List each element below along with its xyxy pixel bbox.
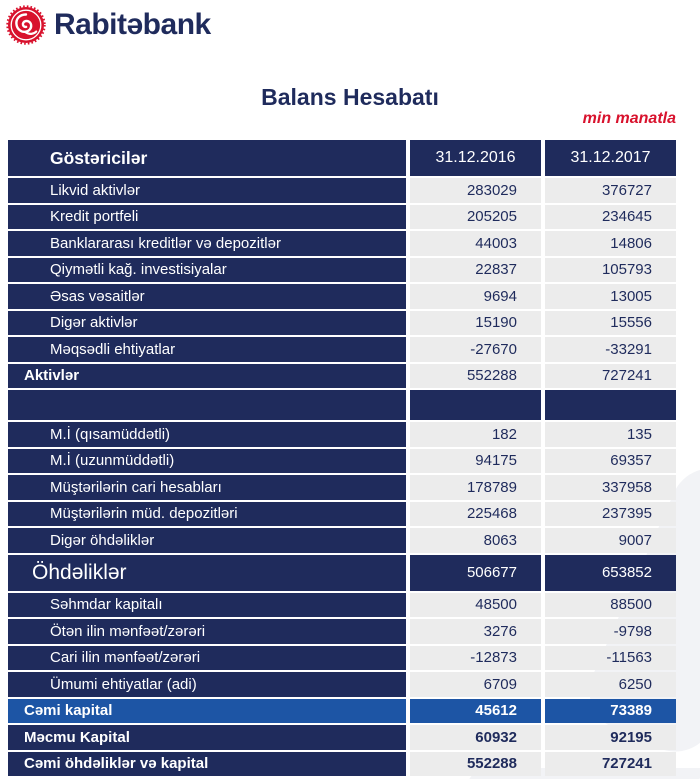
column-header-2017: 31.12.2017 — [545, 140, 676, 176]
row-label: Ümumi ehtiyatlar (adi) — [8, 672, 406, 697]
table-row — [8, 364, 676, 389]
row-label: Likvid aktivlər — [8, 178, 406, 203]
table-row — [8, 528, 676, 553]
value-2017: 88500 — [545, 593, 676, 618]
table-row — [8, 231, 676, 256]
value-2016: 8063 — [410, 528, 541, 553]
table-row — [8, 475, 676, 500]
row-label: Məqsədli ehtiyatlar — [8, 337, 406, 362]
table-row — [8, 284, 676, 309]
table-row — [8, 258, 676, 283]
table-row — [8, 337, 676, 362]
row-label: Cəmi öhdəliklər və kapital — [8, 752, 406, 777]
value-2017: 13005 — [545, 284, 676, 309]
table-row — [8, 752, 676, 777]
value-2016 — [410, 390, 541, 420]
value-2017: -9798 — [545, 619, 676, 644]
value-2016: 45612 — [410, 699, 541, 724]
table-row — [8, 672, 676, 697]
balance-table — [8, 140, 676, 778]
value-2017: 337958 — [545, 475, 676, 500]
row-label: Öhdəliklər — [8, 555, 406, 591]
value-2016: 182 — [410, 422, 541, 447]
value-2016: 44003 — [410, 231, 541, 256]
row-label: Müştərilərin cari hesabları — [8, 475, 406, 500]
value-2017: 135 — [545, 422, 676, 447]
value-2016: 15190 — [410, 311, 541, 336]
table-row — [8, 646, 676, 671]
value-2016: -27670 — [410, 337, 541, 362]
unit-note: min manatla — [582, 110, 676, 127]
table-body — [8, 178, 676, 776]
value-2016: -12873 — [410, 646, 541, 671]
value-2017: 6250 — [545, 672, 676, 697]
column-header-2016: 31.12.2016 — [410, 140, 541, 176]
table-row — [8, 205, 676, 230]
row-label: Aktivlər — [8, 364, 406, 389]
table-row — [8, 593, 676, 618]
row-label — [8, 390, 406, 420]
table-row — [8, 555, 676, 591]
value-2016: 3276 — [410, 619, 541, 644]
row-label: M.İ (uzunmüddətli) — [8, 449, 406, 474]
value-2016: 283029 — [410, 178, 541, 203]
table-row — [8, 390, 676, 420]
row-label: M.İ (qısamüddətli) — [8, 422, 406, 447]
value-2016: 48500 — [410, 593, 541, 618]
column-header-indicators: Göstəricilər — [8, 140, 406, 176]
row-label: Cari ilin mənfəət/zərəri — [8, 646, 406, 671]
table-row — [8, 311, 676, 336]
row-label: Digər öhdəliklər — [8, 528, 406, 553]
value-2017: -33291 — [545, 337, 676, 362]
row-label: Məcmu Kapital — [8, 725, 406, 750]
value-2017: 653852 — [545, 555, 676, 591]
value-2017: 727241 — [545, 752, 676, 777]
row-label: Digər aktivlər — [8, 311, 406, 336]
value-2017: 14806 — [545, 231, 676, 256]
row-label: Səhmdar kapitalı — [8, 593, 406, 618]
table-row — [8, 449, 676, 474]
value-2017: 69357 — [545, 449, 676, 474]
row-label: Kredit portfeli — [8, 205, 406, 230]
value-2017: 92195 — [545, 725, 676, 750]
table-header-row — [8, 140, 676, 176]
value-2016: 178789 — [410, 475, 541, 500]
row-label: Əsas vəsaitlər — [8, 284, 406, 309]
value-2016: 9694 — [410, 284, 541, 309]
value-2017: -11563 — [545, 646, 676, 671]
row-label: Qiymətli kağ. investisiyalar — [8, 258, 406, 283]
value-2017: 234645 — [545, 205, 676, 230]
page-title: Balans Hesabatı — [261, 84, 439, 110]
table-row — [8, 725, 676, 750]
table-row — [8, 178, 676, 203]
table-row — [8, 502, 676, 527]
value-2017: 376727 — [545, 178, 676, 203]
value-2016: 60932 — [410, 725, 541, 750]
row-label: Cəmi kapital — [8, 699, 406, 724]
value-2016: 6709 — [410, 672, 541, 697]
row-label: Banklararası kreditlər və depozitlər — [8, 231, 406, 256]
value-2016: 205205 — [410, 205, 541, 230]
value-2017: 73389 — [545, 699, 676, 724]
brand-header — [6, 5, 211, 45]
value-2017: 727241 — [545, 364, 676, 389]
value-2016: 552288 — [410, 364, 541, 389]
value-2017 — [545, 390, 676, 420]
value-2016: 94175 — [410, 449, 541, 474]
table-row — [8, 422, 676, 447]
value-2016: 225468 — [410, 502, 541, 527]
rabitabank-emblem-icon — [6, 5, 46, 45]
value-2016: 22837 — [410, 258, 541, 283]
brand-name: Rabitəbank — [54, 8, 211, 41]
value-2017: 105793 — [545, 258, 676, 283]
row-label: Ötən ilin mənfəət/zərəri — [8, 619, 406, 644]
row-label: Müştərilərin müd. depozitləri — [8, 502, 406, 527]
value-2016: 506677 — [410, 555, 541, 591]
value-2017: 15556 — [545, 311, 676, 336]
table-row — [8, 619, 676, 644]
value-2017: 9007 — [545, 528, 676, 553]
table-row — [8, 699, 676, 724]
value-2017: 237395 — [545, 502, 676, 527]
value-2016: 552288 — [410, 752, 541, 777]
